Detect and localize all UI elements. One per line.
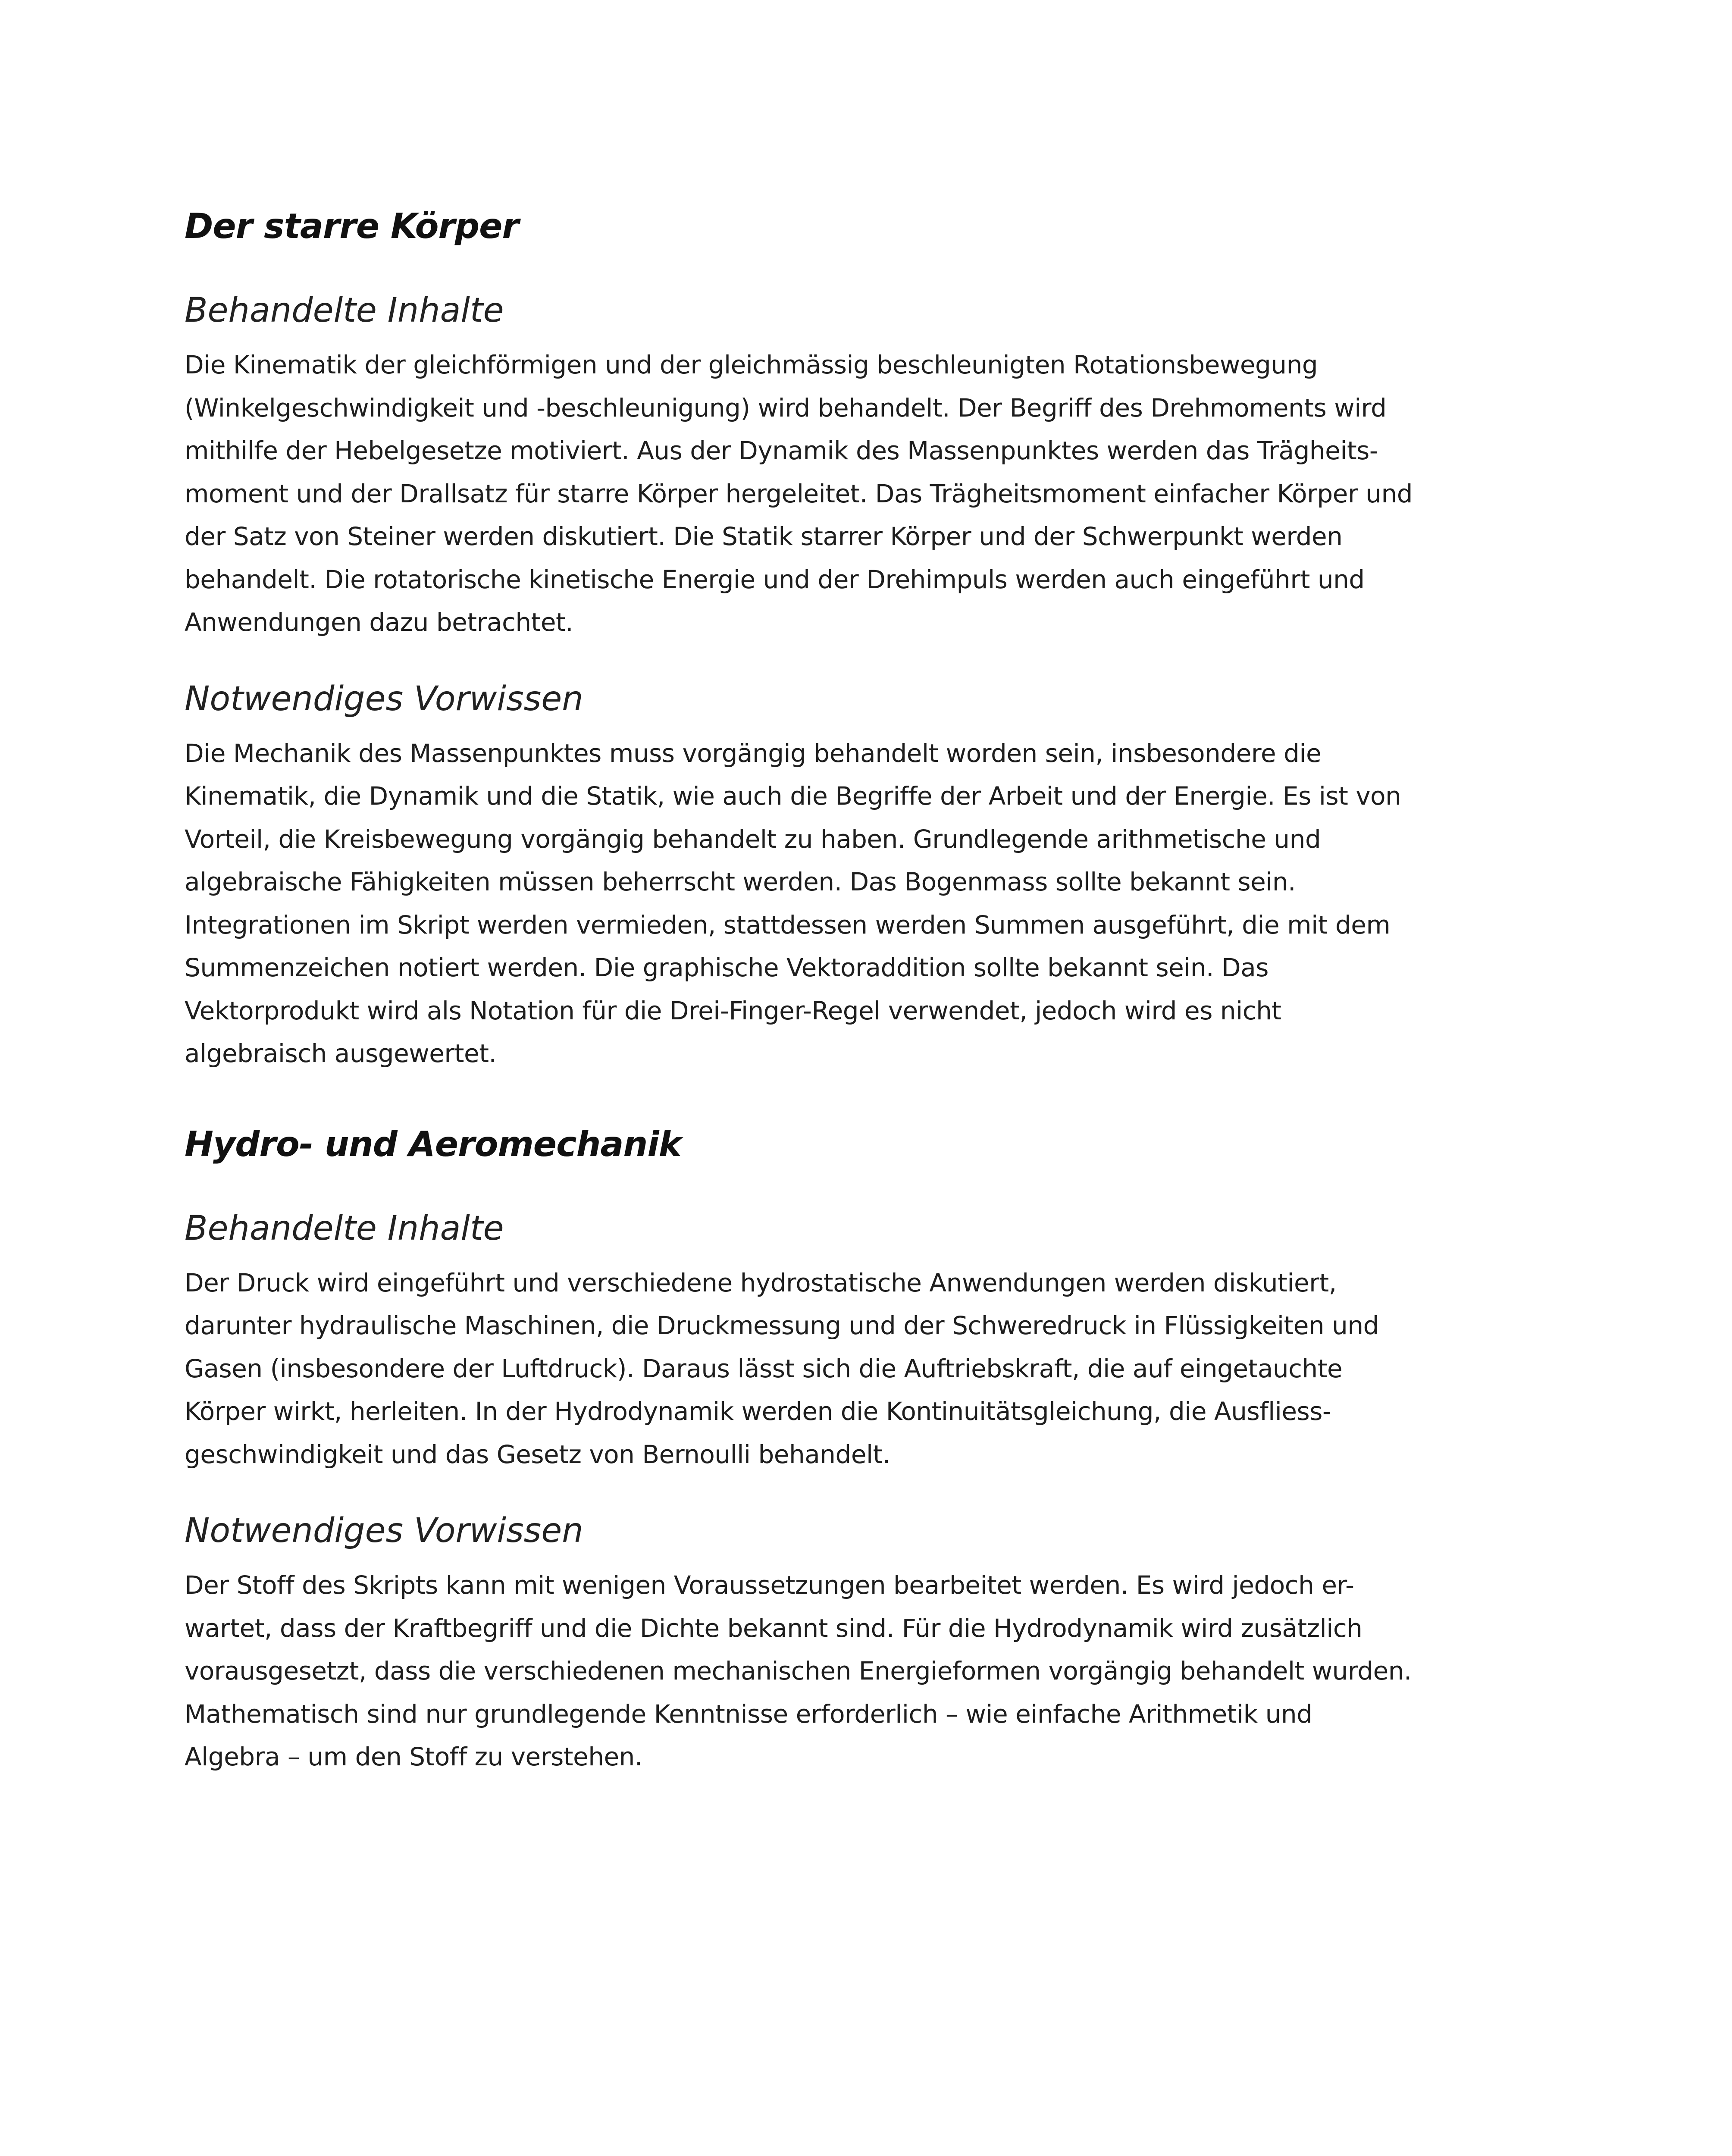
text-line: Integrationen im Skript werden vermieden, stattdessen werden Summen ausgeführt, die mit dem xyxy=(185,910,1391,940)
text-line: moment und der Drallsatz für starre Körper hergeleitet. Das Trägheitsmoment einfacher Körper und xyxy=(185,479,1413,508)
text-line: Algebra – um den Stoff zu verstehen. xyxy=(185,1742,642,1771)
subsection-heading: Notwendiges Vorwissen xyxy=(185,679,583,718)
paragraph xyxy=(185,344,1521,644)
text-line: darunter hydraulische Maschinen, die Druckmessung und der Schweredruck in Flüssigkeiten und xyxy=(185,1311,1379,1340)
paragraph xyxy=(185,732,1521,1075)
text-line: vorausgesetzt, dass die verschiedenen mechanischen Energieformen vorgängig behandelt wurden. xyxy=(185,1656,1412,1686)
text-line: behandelt. Die rotatorische kinetische Energie und der Drehimpuls werden auch eingeführt und xyxy=(185,564,1365,594)
section-title: Der starre Körper xyxy=(185,206,519,246)
text-line: Gasen (insbesondere der Luftdruck). Daraus lässt sich die Auftriebskraft, die auf eingetauchte xyxy=(185,1354,1343,1383)
text-line: Der Stoff des Skripts kann mit wenigen Voraussetzungen bearbeitet werden. Es wird jedoch er- xyxy=(185,1570,1354,1600)
page-content xyxy=(185,203,1521,1779)
text-line: Vektorprodukt wird als Notation für die Drei-Finger-Regel verwendet, jedoch wird es nicht xyxy=(185,996,1281,1025)
text-line: algebraische Fähigkeiten müssen beherrscht werden. Das Bogenmass sollte bekannt sein. xyxy=(185,867,1296,896)
text-line: Die Mechanik des Massenpunktes muss vorgängig behandelt worden sein, insbesondere die xyxy=(185,738,1322,768)
text-line: Anwendungen dazu betrachtet. xyxy=(185,608,573,637)
text-line: (Winkelgeschwindigkeit und -beschleunigung) wird behandelt. Der Begriff des Drehmoments wird xyxy=(185,393,1387,423)
text-line: der Satz von Steiner werden diskutiert. Die Statik starrer Körper und der Schwerpunkt werden xyxy=(185,522,1343,551)
text-line: Kinematik, die Dynamik und die Statik, wie auch die Begriffe der Arbeit und der Energie. Es ist von xyxy=(185,781,1401,811)
subsection-heading: Behandelte Inhalte xyxy=(185,291,504,330)
text-line: Der Druck wird eingeführt und verschiedene hydrostatische Anwendungen werden diskutiert, xyxy=(185,1268,1337,1297)
text-line: Mathematisch sind nur grundlegende Kenntnisse erforderlich – wie einfache Arithmetik und xyxy=(185,1699,1312,1729)
text-line: Körper wirkt, herleiten. In der Hydrodynamik werden die Kontinuitätsgleichung, die Ausfliess- xyxy=(185,1397,1331,1426)
text-line: wartet, dass der Kraftbegriff und die Dichte bekannt sind. Für die Hydrodynamik wird zusätzlich xyxy=(185,1613,1362,1643)
section-title: Hydro- und Aeromechanik xyxy=(185,1124,681,1164)
subsection-heading: Notwendiges Vorwissen xyxy=(185,1511,583,1550)
subsection-heading: Behandelte Inhalte xyxy=(185,1209,504,1248)
text-line: geschwindigkeit und das Gesetz von Bernoulli behandelt. xyxy=(185,1439,890,1469)
text-line: Die Kinematik der gleichförmigen und der gleichmässig beschleunigten Rotationsbewegung xyxy=(185,350,1318,379)
paragraph xyxy=(185,1564,1521,1779)
paragraph xyxy=(185,1262,1521,1476)
text-line: Vorteil, die Kreisbewegung vorgängig behandelt zu haben. Grundlegende arithmetische und xyxy=(185,824,1321,854)
text-line: algebraisch ausgewertet. xyxy=(185,1039,497,1068)
text-line: mithilfe der Hebelgesetze motiviert. Aus der Dynamik des Massenpunktes werden das Trägheits- xyxy=(185,436,1378,465)
text-line: Summenzeichen notiert werden. Die graphische Vektoraddition sollte bekannt sein. Das xyxy=(185,953,1268,982)
